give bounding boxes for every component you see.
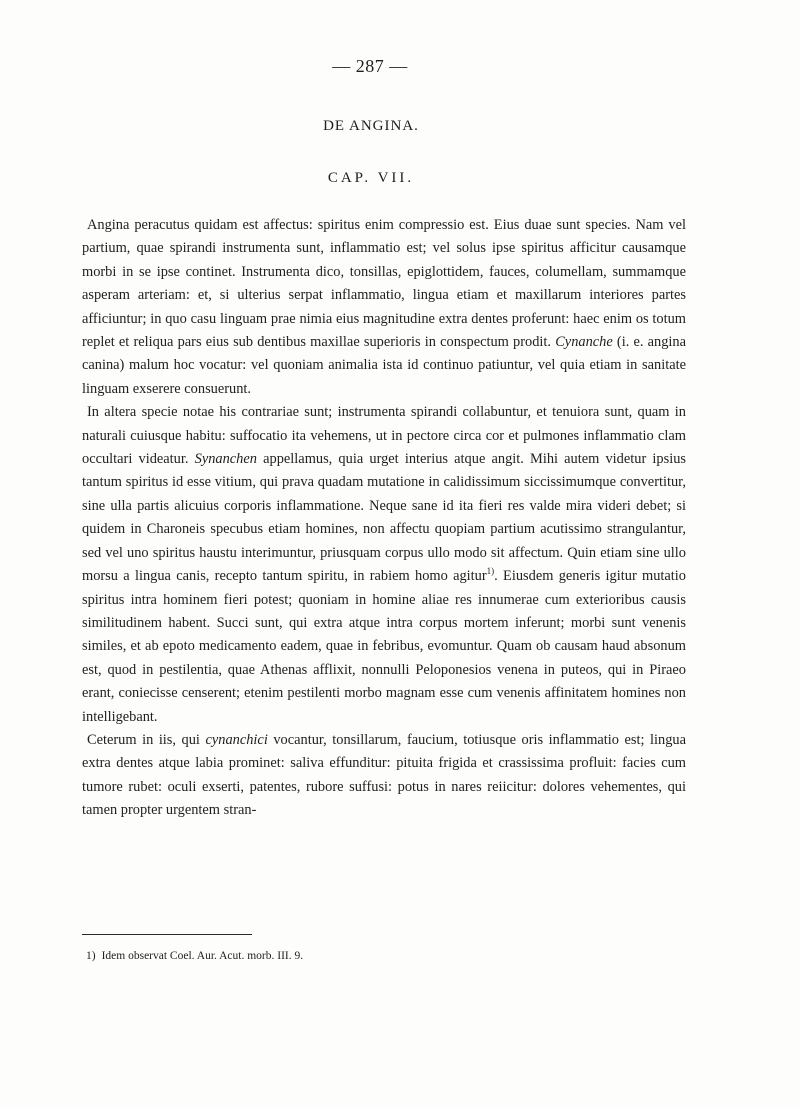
paragraph-1 [82, 214, 686, 401]
paragraph-2 [82, 401, 686, 729]
chapter-heading: CAP. VII. [327, 170, 415, 186]
term-synanchen: Synanchen [194, 451, 257, 468]
paragraph-1-text-b: (i. e. angina canina) malum hoc vocatur: vel quoniam animalia ista id continuo patiuntur, vel quia etiam in sanitate linguam exserere consuerunt. [82, 334, 686, 397]
term-cynanchici: cynanchici [205, 731, 268, 748]
paragraph-3 [82, 729, 686, 823]
main-text [82, 214, 686, 823]
page-title: DE ANGINA. [323, 118, 419, 134]
footnote [86, 948, 686, 964]
term-cynanche: Cynanche [555, 334, 613, 351]
footnote-divider [82, 934, 252, 935]
paragraph-2-text-c: . Eiusdem generis igitur mutatio spiritus intra hominem fieri potest; quoniam in homine aliae res innumerae cum exterioribus causis similitudinem habent. Succi sunt, qui extra atque intra corpus mortem inferunt; morbi sunt venenis similes, et ab epoto medicamento eadem, quae in febribus, evomuntur. Quam ob causam haud absonum est, quod in pestilentia, quae Athenas afflixit, nonnulli Peloponesios venena in puteos, qui in Piraeo erant, coniecisse censerent; etenim pestilenti morbo magnam esse cum venenis affinitatem homines non intelligebant. [82, 568, 686, 725]
footnote-text: Idem observat Coel. Aur. Acut. morb. III. 9. [101, 950, 304, 962]
paragraph-3-text-b: vocantur, tonsillarum, faucium, totiusque oris inflammatio est; lingua extra dentes atque labia prominet: saliva effunditur: pituita frigida et crassissima profluit: facies cum tumore rubet: oculi exserti, patentes, rubore suffusi: potus in nares reiicitur: dolores vehementes, qui tamen propter urgentem stran- [82, 731, 686, 819]
paragraph-3-text-a: Ceterum in iis, qui [87, 731, 200, 748]
paragraph-2-text-b: appellamus, quia urget interius atque angit. Mihi autem videtur ipsius tantum spiritus id esse vitium, qui prava quadam mutatione in calidissimum siccissimumque convertitur, sine ulla partis alicuius corporis inflammatione. Neque sane id ita fieri res valde mira videri debet; si quidem in Charoneis specubus etiam homines, non affectu quopiam partium acutissimo strangulantur, sed vel uno spiritus haustu interimuntur, priusquam corpus ullo modo sit affectum. Quin etiam sine ullo morsu a lingua canis, recepto tantum spiritu, in rabiem homo agitur [82, 451, 686, 585]
page-number: — 287 — [332, 56, 408, 76]
paragraph-1-text-a: Angina peracutus quidam est affectus: spiritus enim compressio est. Eius duae sunt species. Nam vel partium, quae spirandi instrumenta sunt, inflammatio est; vel solus ipse spiritus afficitur causamque morbi in se ipse continet. Instrumenta dico, tonsillas, epiglottidem, fauces, columellam, summamque asperam arteriam: et, si ulterius serpat inflammatio, lingua etiam et maxillarum interiores partes afficiuntur; in quo casu linguam prae nimia eius magnitudine extra dentes proferunt: haec enim os totum replet et reliqua pars eius sub dentibus maxillae superioris in conspectum prodit. [82, 217, 686, 351]
footnote-reference: 1) [486, 566, 495, 577]
footnote-marker: 1) [86, 950, 96, 962]
paragraph-2-text-a: In altera specie notae his contrariae sunt; instrumenta spirandi collabuntur, et tenuiora sunt, quam in naturali cuiusque habitu: suffocatio ita vehemens, ut in pectore circa cor et pulmones inflammatio clam occultari videatur. [82, 404, 686, 468]
